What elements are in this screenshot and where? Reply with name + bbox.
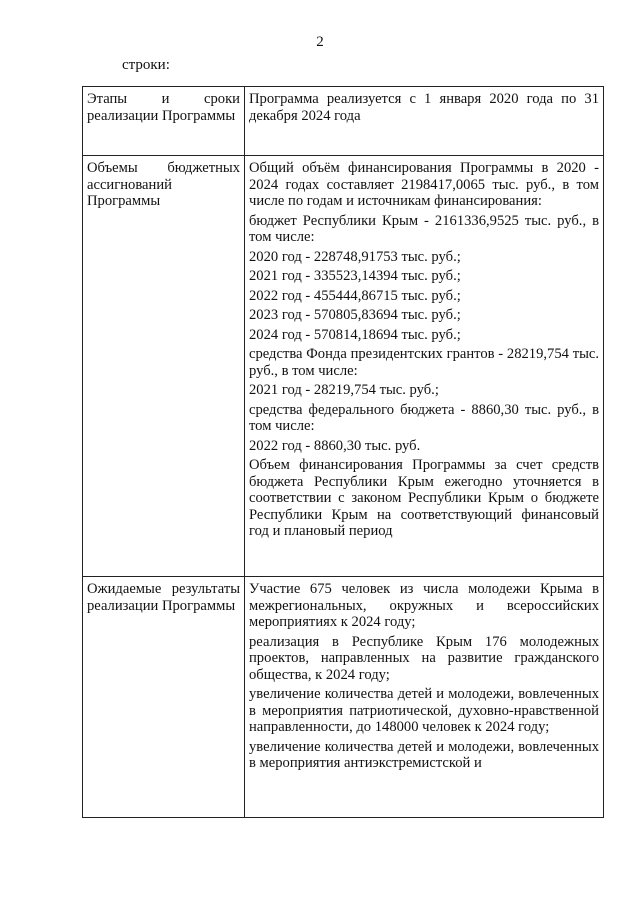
table-row-budget <box>83 156 604 577</box>
row-paragraph: 2024 год - 570814,18694 тыс. руб.; <box>249 326 461 343</box>
row-paragraph: 2023 год - 570805,83694 тыс. руб.; <box>249 307 461 323</box>
row-paragraph: реализация в Республике Крым 176 молодежных проектов, направленных на развитие гражданского общества, к 2024 году; <box>249 633 599 683</box>
row-paragraph: 2021 год - 335523,14394 тыс. руб.; <box>249 268 461 284</box>
content-cell-budget <box>245 156 604 577</box>
row-paragraph: средства Фонда президентских грантов - 28219,754 тыс. руб., в том числе: <box>249 346 599 379</box>
row-paragraph: Участие 675 человек из числа молодежи Крыма в межрегиональных, окружных и всероссийских мероприятиях к 2024 году; <box>249 581 599 630</box>
row-paragraph: Программа реализуется с 1 января 2020 года по 31 декабря 2024 года <box>249 91 599 124</box>
program-passport-table <box>82 86 604 818</box>
table-row-stages <box>83 87 604 156</box>
row-label: Ожидаемые результаты реализации Программы <box>87 581 240 614</box>
label-cell-stages <box>83 87 245 156</box>
table-row-results <box>83 577 604 818</box>
row-paragraph: Объем финансирования Программы за счет средств бюджета Республики Крым ежегодно уточняется в соответствии с законом Республики Крым о бюджете Республики Крым на соответствующий финансовый год и плановый период <box>249 457 599 539</box>
row-label: Объемы бюджетных ассигнований Программы <box>87 160 240 209</box>
row-label: Этапы и сроки реализации Программы <box>87 91 240 124</box>
label-cell-results <box>83 577 245 818</box>
row-paragraph: увеличение количества детей и молодежи, вовлеченных в мероприятия патриотической, духовно-нравственной направленности, до 148000 человек к 2024 году; <box>249 686 599 735</box>
page-number: 2 <box>316 34 324 50</box>
content-cell-results <box>245 577 604 818</box>
row-paragraph: 2022 год - 455444,86715 тыс. руб.; <box>249 287 461 304</box>
row-paragraph: средства федерального бюджета - 8860,30 тыс. руб., в том числе: <box>249 401 599 434</box>
intro-text: строки: <box>122 57 170 73</box>
row-paragraph: 2020 год - 228748,91753 тыс. руб.; <box>249 248 461 265</box>
row-paragraph: бюджет Республики Крым - 2161336,9525 тыс. руб., в том числе: <box>249 212 599 245</box>
content-cell-stages <box>245 87 604 156</box>
row-paragraph: Общий объём финансирования Программы в 2020 - 2024 годах составляет 2198417,0065 тыс. руб., в том числе по годам и источникам финансирования: <box>249 160 599 209</box>
row-paragraph: 2021 год - 28219,754 тыс. руб.; <box>249 382 439 398</box>
row-paragraph: 2022 год - 8860,30 тыс. руб. <box>249 437 421 454</box>
row-paragraph: увеличение количества детей и молодежи, вовлеченных в мероприятия антиэкстремистской и <box>249 738 599 771</box>
label-cell-budget <box>83 156 245 577</box>
